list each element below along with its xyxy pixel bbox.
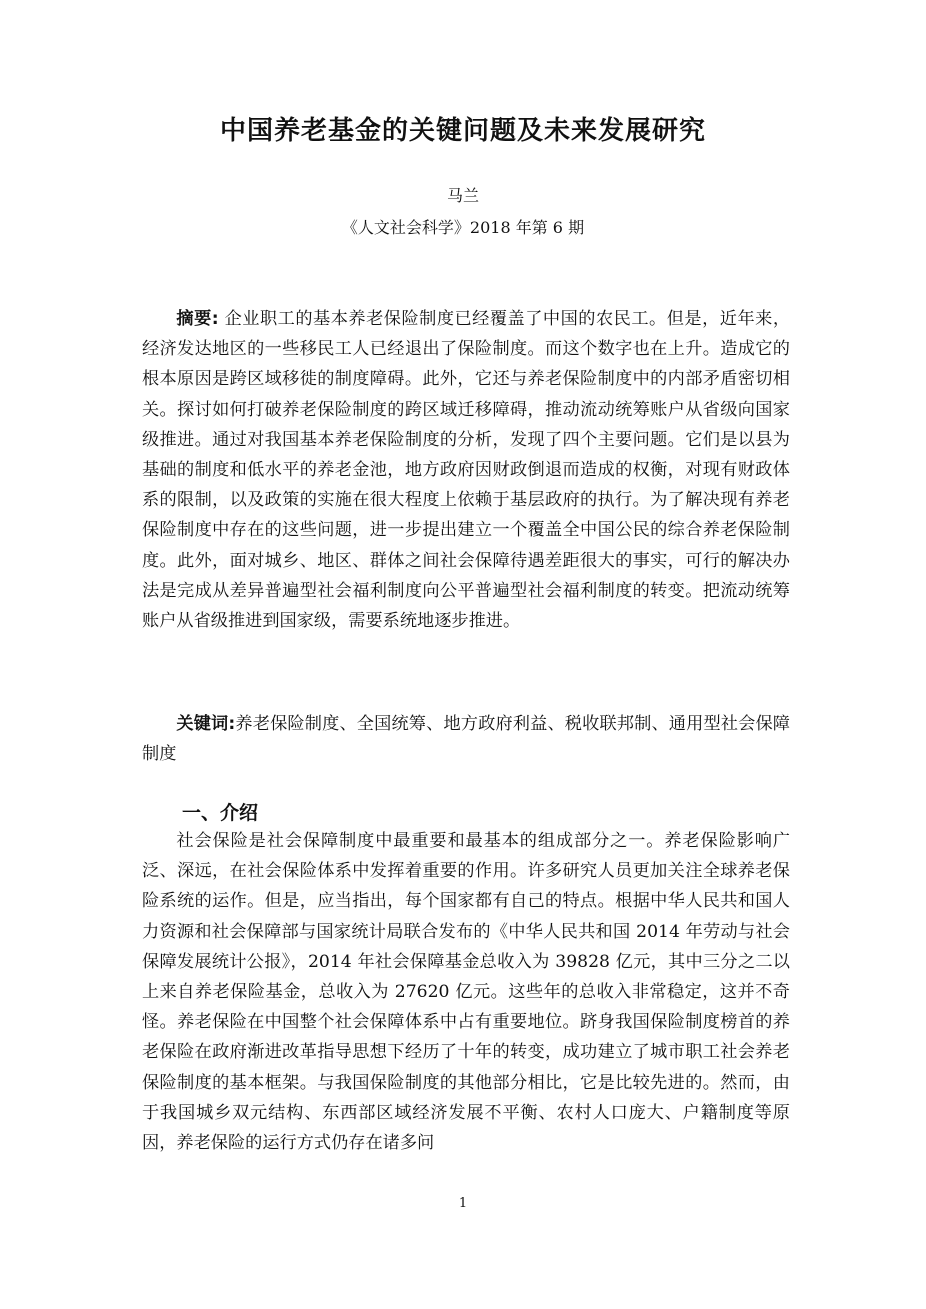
abstract-label: 摘要: (176, 309, 219, 329)
abstract-paragraph (142, 304, 790, 636)
section-heading-introduction: 一、介绍 (182, 802, 259, 824)
keywords-label: 关键词: (176, 714, 236, 734)
introduction-section (142, 826, 790, 1158)
introduction-paragraph: 社会保险是社会保障制度中最重要和最基本的组成部分之一。养老保险影响广泛、深远，在社会保险体系中发挥着重要的作用。许多研究人员更加关注全球养老保险系统的运作。但是，应当指出，每个国家都有自己的特点。根据中华人民共和国人力资源和社会保障部与国家统计局联合发布的《中华人民共和国 2014 年劳动与社会保障发展统计公报》，2014 年社会保障基金总收入为 39828 亿元，其中三分之二以上来自养老保险基金，总收入为 27620 亿元。这些年的总收入非常稳定，这并不奇怪。养老保险在中国整个社会保障体系中占有重要地位。跻身我国保险制度榜首的养老保险在政府渐进改革指导思想下经历了十年的转变，成功建立了城市职工社会养老保险制度的基本框架。与我国保险制度的其他部分相比，它是比较先进的。然而，由于我国城乡双元结构、东西部区域经济发展不平衡、农村人口庞大、户籍制度等原因，养老保险的运行方式仍存在诸多问 (142, 831, 790, 1154)
page-number: 1 (458, 1196, 468, 1211)
abstract-section (142, 304, 790, 636)
keywords-text: 养老保险制度、全国统筹、地方政府利益、税收联邦制、通用型社会保障制度 (142, 714, 790, 765)
paper-title: 中国养老基金的关键问题及未来发展研究 (219, 116, 706, 146)
keywords-section (142, 709, 790, 769)
keywords-paragraph (142, 709, 790, 769)
journal-citation: 《人文社会科学》2018 年第 6 期 (341, 218, 585, 237)
abstract-text: 企业职工的基本养老保险制度已经覆盖了中国的农民工。但是，近年来，经济发达地区的一些移民工人已经退出了保险制度。而这个数字也在上升。造成它的根本原因是跨区域移徙的制度障碍。此外，它还与养老保险制度中的内部矛盾密切相关。探讨如何打破养老保险制度的跨区域迁移障碍，推动流动统筹账户从省级向国家级推进。通过对我国基本养老保险制度的分析，发现了四个主要问题。它们是以县为基础的制度和低水平的养老金池，地方政府因财政倒退而造成的权衡，对现有财政体系的限制，以及政策的实施在很大程度上依赖于基层政府的执行。为了解决现有养老保险制度中存在的这些问题，进一步提出建立一个覆盖全中国公民的综合养老保险制度。此外，面对城乡、地区、群体之间社会保障待遇差距很大的事实，可行的解决办法是完成从差异普遍型社会福利制度向公平普遍型社会福利制度的转变。把流动统筹账户从省级推进到国家级，需要系统地逐步推进。 (142, 309, 791, 632)
paper-author: 马兰 (446, 186, 479, 205)
